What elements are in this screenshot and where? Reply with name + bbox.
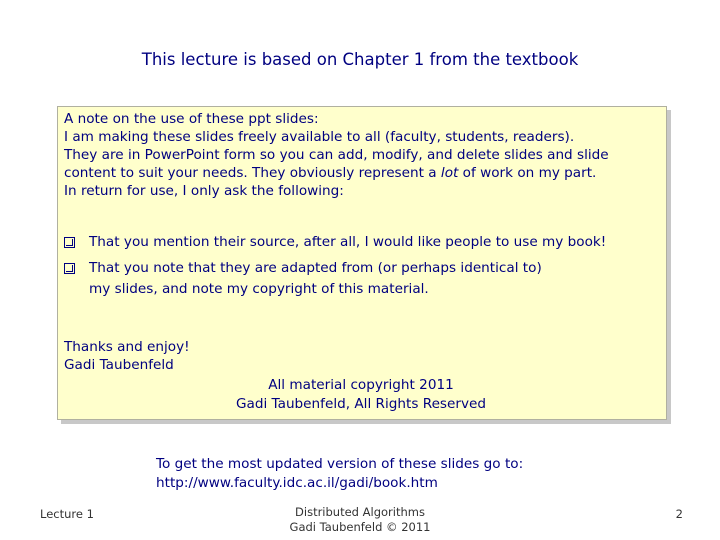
book-url-link[interactable]: http://www.faculty.idc.ac.il/gadi/book.htm [156, 475, 438, 491]
note-line: I am making these slides freely available to all (faculty, students, readers). [64, 129, 575, 145]
emphasis-word: lot [440, 165, 459, 181]
note-line: In return for use, I only ask the following: [64, 183, 344, 199]
note-heading: A note on the use of these ppt slides: [64, 111, 319, 127]
author-name: Gadi Taubenfeld [64, 357, 174, 373]
page-number: 2 [675, 507, 683, 521]
bullet-text: my slides, and note my copyright of this material. [89, 281, 429, 297]
copyright-line: All material copyright 2011 [268, 377, 454, 393]
note-text [64, 110, 664, 200]
note-line-end: of work on my part. [458, 165, 597, 181]
thanks-block [64, 338, 190, 374]
note-line [64, 164, 664, 182]
footer-course [260, 505, 460, 535]
slide-title: This lecture is based on Chapter 1 from the textbook [141, 50, 579, 69]
bullet-text: That you mention their source, after all, I would like people to use my book! [89, 234, 607, 250]
updated-version-notice [156, 455, 523, 493]
checkbox-bullet-icon [64, 237, 75, 248]
footer-lecture: Lecture 1 [40, 507, 94, 521]
bullet-list [64, 232, 664, 305]
note-line: They are in PowerPoint form so you can add, modify, and delete slides and slide [64, 147, 609, 163]
copyright-notice [57, 376, 665, 414]
bullet-item [64, 258, 664, 300]
bullet-text: That you note that they are adapted from (or perhaps identical to) [89, 260, 542, 276]
copyright-line: Gadi Taubenfeld, All Rights Reserved [235, 396, 487, 412]
updated-text: To get the most updated version of these slides go to: [156, 456, 524, 472]
footer-course-author: Gadi Taubenfeld © 2011 [289, 520, 431, 534]
bullet-item [64, 232, 664, 253]
footer-course-title: Distributed Algorithms [295, 505, 425, 519]
checkbox-bullet-icon [64, 263, 75, 274]
note-line-start: content to suit your needs. They obviously represent a [64, 165, 441, 181]
thanks-text: Thanks and enjoy! [64, 339, 190, 355]
